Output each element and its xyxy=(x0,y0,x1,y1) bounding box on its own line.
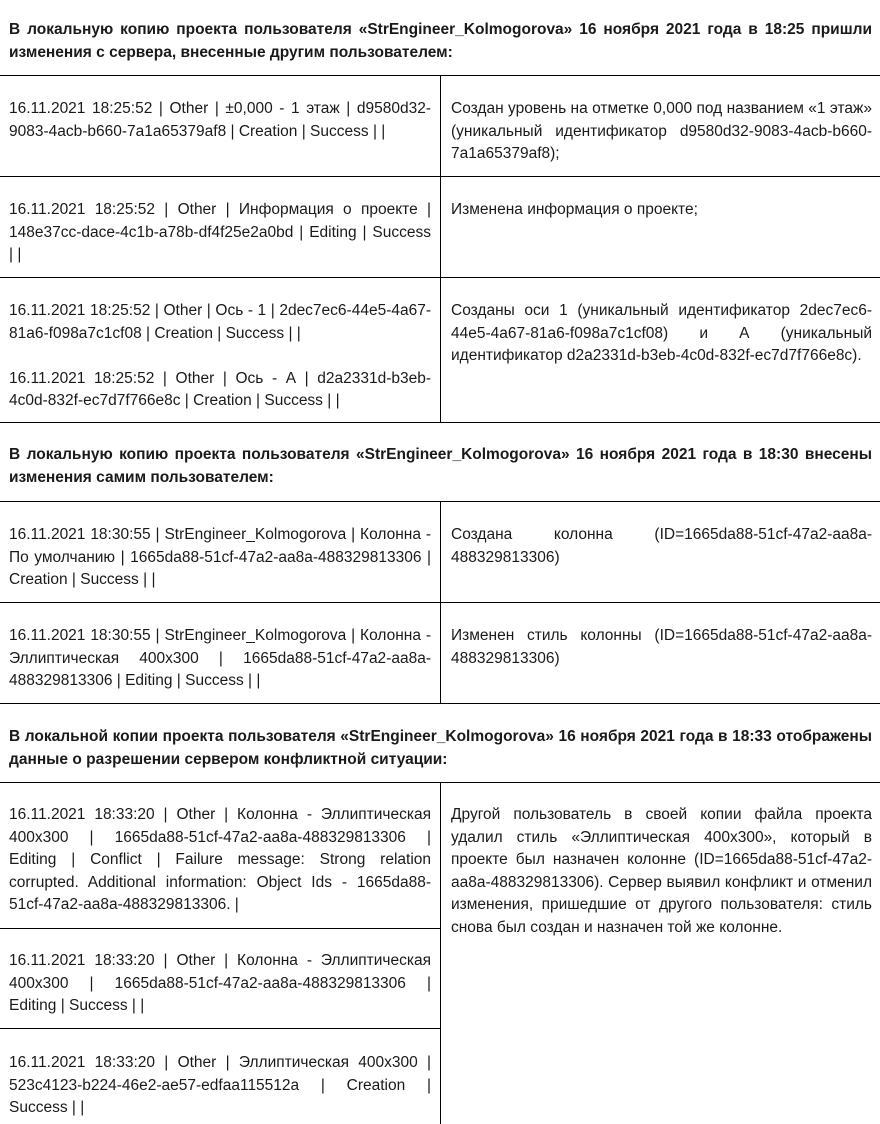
log-line: 16.11.2021 18:30:55 | StrEngineer_Kolmogorova | Колонна - По умолчанию | 1665da88-51cf-47a2-aa8a-488329813306 | Creation | Success | | xyxy=(9,526,431,588)
log-line: 16.11.2021 18:33:20 | Other | Колонна - Эллиптическая 400x300 | 1665da88-51cf-47a2-aa8a-488329813306 | Editing | Success | | xyxy=(9,952,431,1014)
change-description: Создана колонна (ID=1665da88-51cf-47a2-aa8a-488329813306) xyxy=(451,526,872,566)
row-divider xyxy=(0,602,880,603)
change-description: Созданы оси 1 (уникальный идентификатор 2dec7ec6-44e5-4a67-81a6-f098a7c1cf08) и А (уникальный идентификатор d2a2331d-b3eb-4c0d-832f-ec7d7f766e8c). xyxy=(451,302,872,364)
change-description: Другой пользователь в своей копии файла проекта удалил стиль «Эллиптическая 400x300», который в проекте был назначен колонне (ID=1665da88-51cf-47a2-aa8a-488329813306). Сервер выявил конфликт и отменил изменения, пришедшие от другого пользователя: стиль снова был создан и назначен той же колонне. xyxy=(451,806,872,936)
row-divider xyxy=(0,928,440,929)
row-divider xyxy=(0,277,880,278)
log-line: 16.11.2021 18:25:52 | Other | Ось - 1 | 2dec7ec6-44e5-4a67-81a6-f098a7c1cf08 | Creation | Success | | xyxy=(9,302,431,342)
log-line: 16.11.2021 18:25:52 | Other | ±0,000 - 1 этаж | d9580d32-9083-4acb-b660-7a1a65379af8 | Creation | Success | | xyxy=(9,100,431,140)
log-line: 16.11.2021 18:25:52 | Other | Ось - А | d2a2331d-b3eb-4c0d-832f-ec7d7f766e8c | Creation | Success | | xyxy=(9,369,431,409)
log-entry xyxy=(0,524,440,592)
log-line: 16.11.2021 18:25:52 | Other | Информация о проекте | 148e37cc-dace-4c1b-a78b-df4f25e2a0bd | Editing | Success | | xyxy=(9,201,431,263)
row-divider xyxy=(0,176,880,177)
section-2-heading: В локальную копию проекта пользователя «StrEngineer_Kolmogorova» 16 ноября 2021 года в 18:30 внесены изменения самим пользователем: xyxy=(9,446,872,486)
change-description: Создан уровень на отметке 0,000 под названием «1 этаж» (уникальный идентификатор d9580d32-9083-4acb-b660-7a1a65379af8); xyxy=(451,100,872,162)
log-entry xyxy=(0,98,440,143)
change-description: Изменена информация о проекте; xyxy=(451,201,698,218)
section-1-heading: В локальную копию проекта пользователя «StrEngineer_Kolmogorova» 16 ноября 2021 года в 18:25 пришли изменения с сервера, внесенные другим пользователем: xyxy=(9,21,872,61)
change-description: Изменен стиль колонны (ID=1665da88-51cf-47a2-aa8a-488329813306) xyxy=(451,627,872,667)
log-entry xyxy=(0,804,440,917)
table-border xyxy=(0,422,880,423)
section-3-heading: В локальной копии проекта пользователя «StrEngineer_Kolmogorova» 16 ноября 2021 года в 18:33 отображены данные о разрешении сервером конфликтной ситуации: xyxy=(9,728,872,768)
log-entry xyxy=(0,1052,440,1120)
log-line: 16.11.2021 18:33:20 | Other | Колонна - Эллиптическая 400x300 | 1665da88-51cf-47a2-aa8a-488329813306 | Editing | Conflict | Failure message: Strong relation corrupted. Additional information: Object Ids - 1665da88-51cf-47a2-aa8a-488329813306. | xyxy=(9,806,431,913)
log-entry xyxy=(0,300,440,413)
log-line: 16.11.2021 18:33:20 | Other | Эллиптическая 400x300 | 523c4123-b224-46e2-ae57-edfaa115512a | Creation | Success | | xyxy=(9,1054,431,1116)
log-entry xyxy=(0,625,440,693)
log-entry xyxy=(0,950,440,1018)
log-entry xyxy=(0,199,440,267)
log-line: 16.11.2021 18:30:55 | StrEngineer_Kolmogorova | Колонна - Эллиптическая 400x300 | 1665da88-51cf-47a2-aa8a-488329813306 | Editing | Success | | xyxy=(9,627,431,689)
row-divider xyxy=(0,1028,440,1029)
table-border xyxy=(0,703,880,704)
